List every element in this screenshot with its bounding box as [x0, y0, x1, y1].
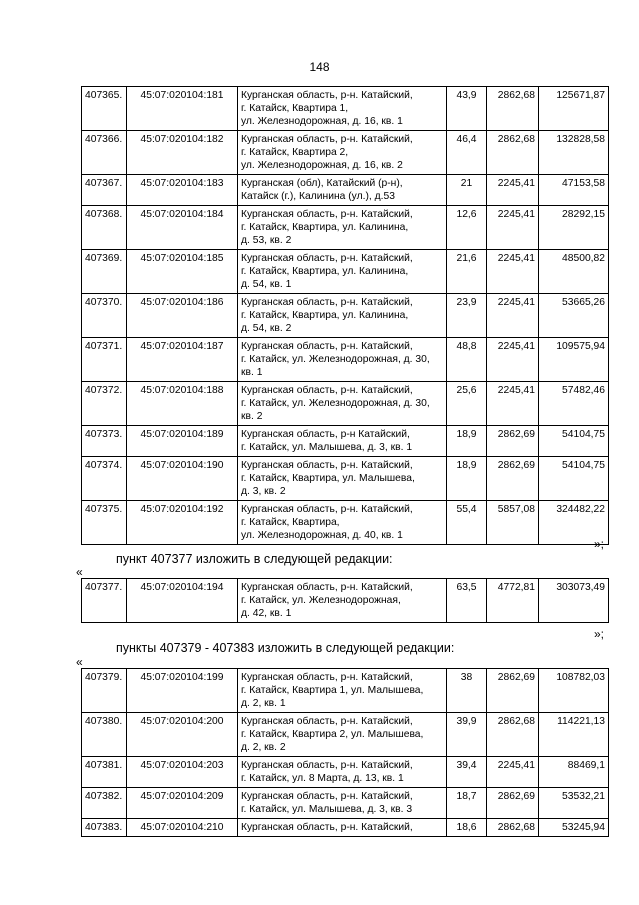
address-cell: Курганская область, р-н. Катайский, г. Катайск, Квартира, ул. Железнодорожная, д. 40, кв. 1 [238, 501, 447, 545]
cadastral-value-cell: 125671,87 [539, 87, 609, 131]
cadastral-number-cell: 45:07:020104:199 [127, 669, 238, 713]
instruction-text-1: пункт 407377 изложить в следующей редакции: [116, 552, 393, 566]
area-cell: 43,9 [447, 87, 487, 131]
rate-cell: 2862,69 [487, 426, 539, 457]
area-cell: 39,4 [447, 757, 487, 788]
address-cell: Курганская область, р-н. Катайский, г. Катайск, Квартира, ул. Калинина, д. 54, кв. 1 [238, 250, 447, 294]
area-cell: 46,4 [447, 131, 487, 175]
row-number-cell: 407371. [82, 338, 127, 382]
table-row [82, 669, 609, 713]
cadastral-number-cell: 45:07:020104:200 [127, 713, 238, 757]
address-cell: Курганская область, р-н. Катайский, г. Катайск, ул. Железнодорожная, д. 30, кв. 1 [238, 338, 447, 382]
registry-table-3 [81, 668, 609, 837]
cadastral-value-cell: 48500,82 [539, 250, 609, 294]
area-cell: 63,5 [447, 579, 487, 623]
rate-cell: 2862,68 [487, 131, 539, 175]
rate-cell: 4772,81 [487, 579, 539, 623]
cadastral-value-cell: 114221,13 [539, 713, 609, 757]
rate-cell: 2862,68 [487, 713, 539, 757]
opening-quote-1: « [76, 565, 83, 579]
area-cell: 21,6 [447, 250, 487, 294]
area-cell: 55,4 [447, 501, 487, 545]
rate-cell: 2862,68 [487, 87, 539, 131]
cadastral-number-cell: 45:07:020104:188 [127, 382, 238, 426]
area-cell: 38 [447, 669, 487, 713]
table-row [82, 713, 609, 757]
cadastral-value-cell: 54104,75 [539, 426, 609, 457]
cadastral-number-cell: 45:07:020104:209 [127, 788, 238, 819]
rate-cell: 2245,41 [487, 294, 539, 338]
row-number-cell: 407381. [82, 757, 127, 788]
table-row [82, 788, 609, 819]
row-number-cell: 407380. [82, 713, 127, 757]
cadastral-value-cell: 53532,21 [539, 788, 609, 819]
cadastral-value-cell: 47153,58 [539, 175, 609, 206]
table-row [82, 175, 609, 206]
area-cell: 18,9 [447, 457, 487, 501]
address-cell: Курганская область, р-н. Катайский, г. Катайск, Квартира, ул. Малышева, д. 3, кв. 2 [238, 457, 447, 501]
cadastral-value-cell: 28292,15 [539, 206, 609, 250]
table-row [82, 382, 609, 426]
table-row [82, 131, 609, 175]
cadastral-number-cell: 45:07:020104:184 [127, 206, 238, 250]
rate-cell: 2245,41 [487, 206, 539, 250]
cadastral-number-cell: 45:07:020104:194 [127, 579, 238, 623]
table-row [82, 294, 609, 338]
rate-cell: 2245,41 [487, 175, 539, 206]
row-number-cell: 407374. [82, 457, 127, 501]
cadastral-value-cell: 108782,03 [539, 669, 609, 713]
cadastral-value-cell: 109575,94 [539, 338, 609, 382]
rate-cell: 5857,08 [487, 501, 539, 545]
area-cell: 21 [447, 175, 487, 206]
address-cell: Курганская область, р-н. Катайский, г. Катайск, ул. 8 Марта, д. 13, кв. 1 [238, 757, 447, 788]
cadastral-value-cell: 53245,94 [539, 819, 609, 837]
rate-cell: 2245,41 [487, 757, 539, 788]
row-number-cell: 407370. [82, 294, 127, 338]
area-cell: 12,6 [447, 206, 487, 250]
cadastral-value-cell: 324482,22 [539, 501, 609, 545]
rate-cell: 2862,68 [487, 819, 539, 837]
cadastral-number-cell: 45:07:020104:181 [127, 87, 238, 131]
cadastral-value-cell: 53665,26 [539, 294, 609, 338]
cadastral-number-cell: 45:07:020104:182 [127, 131, 238, 175]
address-cell: Курганская область, р-н. Катайский, г. Катайск, Квартира, ул. Калинина, д. 54, кв. 2 [238, 294, 447, 338]
area-cell: 25,6 [447, 382, 487, 426]
area-cell: 23,9 [447, 294, 487, 338]
rate-cell: 2245,41 [487, 250, 539, 294]
address-cell: Курганская область, р-н. Катайский, г. Катайск, Квартира 2, ул. Малышева, д. 2, кв. 2 [238, 713, 447, 757]
area-cell: 18,7 [447, 788, 487, 819]
cadastral-number-cell: 45:07:020104:189 [127, 426, 238, 457]
cadastral-number-cell: 45:07:020104:203 [127, 757, 238, 788]
table-row [82, 457, 609, 501]
table-row [82, 757, 609, 788]
registry-table-1 [81, 86, 609, 545]
rate-cell: 2862,69 [487, 788, 539, 819]
area-cell: 18,6 [447, 819, 487, 837]
cadastral-value-cell: 132828,58 [539, 131, 609, 175]
table-row [82, 206, 609, 250]
rate-cell: 2862,69 [487, 457, 539, 501]
cadastral-number-cell: 45:07:020104:192 [127, 501, 238, 545]
cadastral-number-cell: 45:07:020104:183 [127, 175, 238, 206]
rate-cell: 2862,69 [487, 669, 539, 713]
area-cell: 18,9 [447, 426, 487, 457]
cadastral-value-cell: 57482,46 [539, 382, 609, 426]
address-cell: Курганская область, р-н. Катайский, г. Катайск, Квартира 1, ул. Малышева, д. 2, кв. 1 [238, 669, 447, 713]
table-row [82, 338, 609, 382]
row-number-cell: 407383. [82, 819, 127, 837]
row-number-cell: 407382. [82, 788, 127, 819]
address-cell: Курганская область, р-н. Катайский, г. Катайск, Квартира 1, ул. Железнодорожная, д. 16, кв. 1 [238, 87, 447, 131]
row-number-cell: 407368. [82, 206, 127, 250]
table-row [82, 426, 609, 457]
address-cell: Курганская область, р-н. Катайский, г. Катайск, ул. Железнодорожная, д. 30, кв. 2 [238, 382, 447, 426]
row-number-cell: 407379. [82, 669, 127, 713]
cadastral-number-cell: 45:07:020104:187 [127, 338, 238, 382]
cadastral-value-cell: 54104,75 [539, 457, 609, 501]
cadastral-number-cell: 45:07:020104:190 [127, 457, 238, 501]
area-cell: 48,8 [447, 338, 487, 382]
row-number-cell: 407366. [82, 131, 127, 175]
table-row [82, 501, 609, 545]
area-cell: 39,9 [447, 713, 487, 757]
row-number-cell: 407375. [82, 501, 127, 545]
opening-quote-2: « [76, 655, 83, 669]
table-row [82, 819, 609, 837]
rate-cell: 2245,41 [487, 382, 539, 426]
row-number-cell: 407373. [82, 426, 127, 457]
cadastral-value-cell: 303073,49 [539, 579, 609, 623]
cadastral-number-cell: 45:07:020104:186 [127, 294, 238, 338]
row-number-cell: 407369. [82, 250, 127, 294]
address-cell: Курганская (обл), Катайский (р-н), Катайск (г.), Калинина (ул.), д.53 [238, 175, 447, 206]
address-cell: Курганская область, р-н Катайский, г. Катайск, ул. Малышева, д. 3, кв. 1 [238, 426, 447, 457]
address-cell: Курганская область, р-н. Катайский, г. Катайск, ул. Малышева, д. 3, кв. 3 [238, 788, 447, 819]
rate-cell: 2245,41 [487, 338, 539, 382]
cadastral-number-cell: 45:07:020104:210 [127, 819, 238, 837]
address-cell: Курганская область, р-н. Катайский, г. Катайск, Квартира 2, ул. Железнодорожная, д. 16, кв. 2 [238, 131, 447, 175]
registry-table-2 [81, 578, 609, 623]
instruction-text-2: пункты 407379 - 407383 изложить в следующей редакции: [116, 641, 455, 655]
closing-quote-2: »; [594, 627, 605, 641]
table-row [82, 87, 609, 131]
row-number-cell: 407365. [82, 87, 127, 131]
table-row [82, 579, 609, 623]
address-cell: Курганская область, р-н. Катайский, [238, 819, 447, 837]
address-cell: Курганская область, р-н. Катайский, г. Катайск, Квартира, ул. Калинина, д. 53, кв. 2 [238, 206, 447, 250]
row-number-cell: 407367. [82, 175, 127, 206]
cadastral-number-cell: 45:07:020104:185 [127, 250, 238, 294]
table-row [82, 250, 609, 294]
page-number: 148 [309, 60, 330, 74]
row-number-cell: 407377. [82, 579, 127, 623]
row-number-cell: 407372. [82, 382, 127, 426]
closing-quote-1: »; [594, 537, 605, 551]
address-cell: Курганская область, р-н. Катайский, г. Катайск, ул. Железнодорожная, д. 42, кв. 1 [238, 579, 447, 623]
cadastral-value-cell: 88469,1 [539, 757, 609, 788]
